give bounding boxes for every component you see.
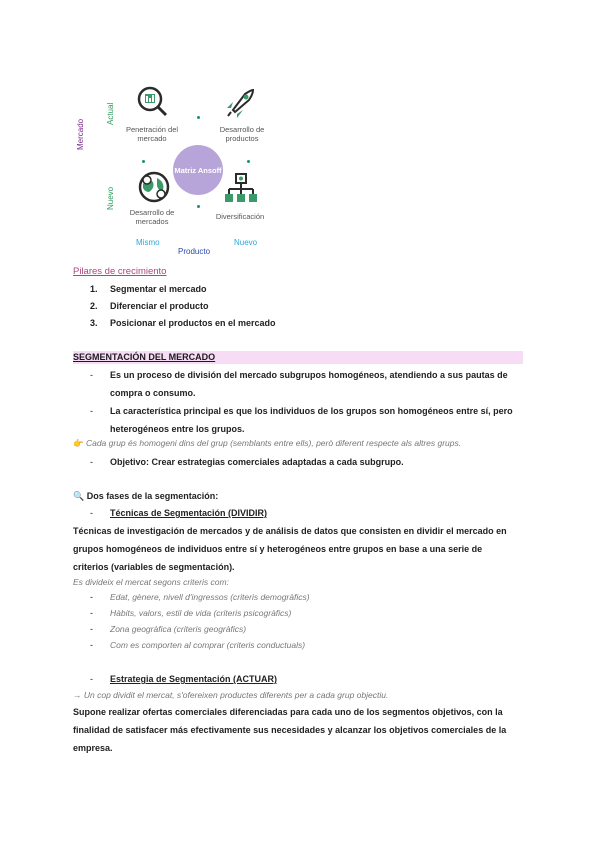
pilares-item: Posicionar el productos en el mercado (110, 318, 276, 328)
quadrant-diversification: Diversificación (215, 212, 265, 221)
pilares-item-number: 1. (90, 284, 98, 294)
axis-product-label: Producto (178, 247, 211, 256)
pilares-item-number: 3. (90, 318, 98, 328)
bullet-dash: - (90, 406, 93, 416)
segment-objective: Objetivo: Crear estrategias comerciales adaptadas a cada subgrupo. (110, 457, 404, 467)
criteria-item: Edat, gènere, nivell d'ingressos (criteris demogràfics) (110, 592, 310, 602)
note-text: Cada grup és homogeni dins del grup (semblants entre ells), però diferent respecte als altres grups. (85, 438, 462, 448)
criteria-item: Zona geogràfica (criteris geogràfics) (110, 624, 247, 634)
market-penetration-icon (135, 84, 169, 118)
text-line: Supone realizar ofertas comerciales diferenciadas para cada uno de los segmentos objetivos, con la (73, 707, 503, 717)
text-line: compra o consumo. (110, 388, 196, 398)
actuar-note: → Un cop dividit el mercat, s'ofereixen productes diferents per a cada grup objectiu. (73, 690, 389, 700)
text-line: heterogéneos entre los grupos. (110, 424, 245, 434)
pilares-item-number: 2. (90, 301, 98, 311)
segment-bullet-2 (110, 402, 528, 438)
axis-market-label: Mercado (76, 118, 85, 150)
quadrant-penetration: Penetración del mercado (125, 125, 179, 143)
product-new-label: Nuevo (234, 238, 258, 247)
actuar-paragraph (73, 703, 528, 757)
bullet-dash: - (90, 624, 93, 634)
connector-dot (247, 160, 250, 163)
connector-dot (142, 160, 145, 163)
bullet-dash: - (90, 608, 93, 618)
bullet-dash: - (90, 457, 93, 467)
pointing-hand-icon: 👉 (73, 438, 84, 448)
pilares-item: Diferenciar el producto (110, 301, 209, 311)
axis-new-market-label: Nuevo (106, 186, 115, 210)
dividir-title: Técnicas de Segmentación (DIVIDIR) (110, 508, 268, 518)
pilares-heading: Pilares de crecimiento (73, 266, 167, 277)
text-line: empresa. (73, 743, 113, 753)
text-line: Es un proceso de división del mercado subgrupos homogéneos, atendiendo a sus pautas de (110, 370, 508, 380)
criteria-item: Com es comporten al comprar (criteris conductuals) (110, 640, 306, 650)
quadrant-market-development: Desarrollo de mercados (129, 208, 175, 226)
phases-title: Dos fases de la segmentación: (86, 491, 219, 501)
dividir-paragraph (73, 522, 528, 576)
bullet-dash: - (90, 508, 93, 518)
bullet-dash: - (90, 674, 93, 684)
text-line: La característica principal es que los individuos de los grupos son homogéneos entre sí, pero (110, 406, 513, 416)
bullet-dash: - (90, 592, 93, 602)
market-development-icon (137, 170, 171, 204)
segment-note (73, 438, 461, 449)
segment-bullet-1 (110, 366, 528, 402)
ansoff-center: Matriz Ansoff (173, 145, 223, 195)
segmentation-heading: SEGMENTACIÓN DEL MERCADO (73, 352, 216, 362)
criteria-item: Hàbits, valors, estil de vida (criteris psicogràfics) (110, 608, 292, 618)
diversification-icon (224, 172, 258, 206)
phases-heading (73, 491, 218, 502)
pilares-item: Segmentar el mercado (110, 284, 207, 294)
connector-dot (197, 116, 200, 119)
text-line: finalidad de satisfacer más efectivamente sus necesidades y alcanzar los objetivos comerciales de la (73, 725, 507, 735)
rocket-icon (225, 86, 257, 118)
bullet-dash: - (90, 640, 93, 650)
axis-current-label: Actual (106, 102, 115, 125)
text-line: criterios (variables de segmentación). (73, 562, 235, 572)
actuar-title: Estrategia de Segmentación (ACTUAR) (110, 674, 278, 684)
criteria-intro: Es divideix el mercat segons criteris com: (73, 577, 229, 587)
text-line: Técnicas de investigación de mercados y de análisis de datos que consisten en dividir el mercado en (73, 526, 507, 536)
product-same-label: Mismo (136, 238, 160, 247)
bullet-dash: - (90, 370, 93, 380)
connector-dot (197, 205, 200, 208)
magnifier-icon: 🔍 (73, 491, 85, 501)
text-line: grupos homogéneos de individuos entre sí y heterogéneos entre grupos en base a una serie de (73, 544, 483, 554)
quadrant-product-development: Desarrollo de productos (219, 125, 265, 143)
